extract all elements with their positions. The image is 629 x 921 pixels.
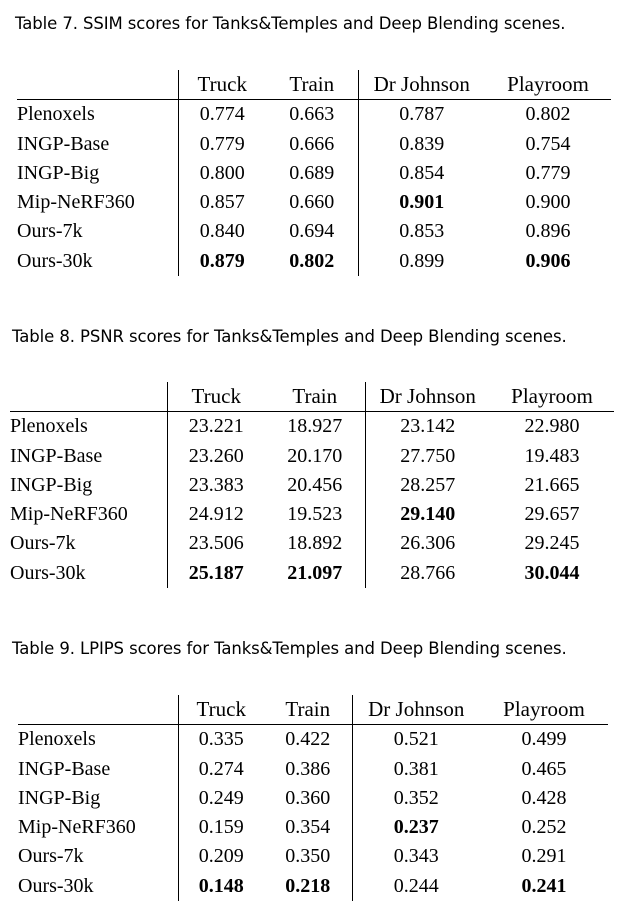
table-cell: 0.663 bbox=[266, 100, 358, 130]
column-header: Playroom bbox=[485, 70, 611, 100]
table-cell: 0.906 bbox=[525, 249, 571, 272]
row-label: Ours-7k bbox=[18, 842, 178, 871]
row-label: INGP-Base bbox=[10, 442, 167, 471]
column-header: Train bbox=[266, 70, 358, 100]
table-cell: 25.187 bbox=[188, 561, 244, 584]
table-cell: 27.750 bbox=[400, 444, 456, 467]
table-cell: 0.360 bbox=[264, 784, 352, 813]
table-row bbox=[17, 247, 611, 276]
table-cell: 26.306 bbox=[400, 532, 456, 555]
table-row bbox=[18, 784, 608, 813]
row-label: Ours-7k bbox=[17, 217, 178, 246]
table-cell: 24.912 bbox=[188, 503, 244, 526]
table-cell: 0.218 bbox=[264, 872, 352, 901]
table-cell: 0.428 bbox=[521, 786, 567, 809]
table-cell: 0.386 bbox=[264, 755, 352, 784]
row-label: Plenoxels bbox=[18, 725, 178, 755]
column-header: Dr Johnson bbox=[352, 695, 480, 725]
table-row bbox=[17, 159, 611, 188]
row-label: INGP-Base bbox=[17, 130, 178, 159]
row-label: Plenoxels bbox=[17, 100, 178, 130]
table-row bbox=[17, 188, 611, 217]
table-row bbox=[17, 100, 611, 130]
table-cell: 0.354 bbox=[264, 813, 352, 842]
table-cell: 0.779 bbox=[199, 132, 245, 155]
table-cell: 0.521 bbox=[393, 728, 439, 751]
table-cell: 18.892 bbox=[265, 529, 365, 558]
table-caption: Table 8. PSNR scores for Tanks&Temples and Deep Blending scenes. bbox=[12, 327, 567, 346]
table-cell: 23.383 bbox=[188, 473, 244, 496]
table-cell: 20.456 bbox=[265, 471, 365, 500]
table-row bbox=[10, 442, 614, 471]
table-row bbox=[17, 130, 611, 159]
table-cell: 29.657 bbox=[524, 503, 580, 526]
table-cell: 0.252 bbox=[521, 816, 567, 839]
table-cell: 19.483 bbox=[524, 444, 580, 467]
column-header: Truck bbox=[178, 695, 264, 725]
table-cell: 20.170 bbox=[265, 442, 365, 471]
column-header: Dr Johnson bbox=[365, 382, 490, 412]
table-cell: 0.689 bbox=[266, 159, 358, 188]
table-cell: 0.422 bbox=[264, 725, 352, 755]
table-cell: 23.221 bbox=[188, 415, 244, 438]
header-corner bbox=[10, 382, 167, 412]
table-row bbox=[18, 725, 608, 755]
table-cell: 0.840 bbox=[199, 220, 245, 243]
table-caption: Table 9. LPIPS scores for Tanks&Temples and Deep Blending scenes. bbox=[12, 639, 567, 658]
table-cell: 29.245 bbox=[524, 532, 580, 555]
table-row bbox=[10, 500, 614, 529]
table-caption: Table 7. SSIM scores for Tanks&Temples and Deep Blending scenes. bbox=[15, 14, 566, 33]
table-cell: 23.142 bbox=[400, 415, 456, 438]
table-cell: 0.857 bbox=[199, 191, 245, 214]
table-cell: 0.209 bbox=[198, 845, 244, 868]
table-row bbox=[18, 872, 608, 901]
table-cell: 0.774 bbox=[199, 103, 245, 126]
row-label: INGP-Big bbox=[10, 471, 167, 500]
header-corner bbox=[18, 695, 178, 725]
table-cell: 29.140 bbox=[400, 503, 456, 526]
table-cell: 0.244 bbox=[393, 874, 439, 897]
table-cell: 0.148 bbox=[198, 874, 244, 897]
table-cell: 0.853 bbox=[399, 220, 445, 243]
row-label: Mip-NeRF360 bbox=[18, 813, 178, 842]
column-header: Playroom bbox=[480, 695, 608, 725]
table-cell: 0.896 bbox=[525, 220, 571, 243]
row-label: INGP-Base bbox=[18, 755, 178, 784]
row-label: Ours-7k bbox=[10, 529, 167, 558]
table-row bbox=[18, 842, 608, 871]
table-cell: 23.506 bbox=[188, 532, 244, 555]
table-row bbox=[18, 755, 608, 784]
row-label: INGP-Big bbox=[18, 784, 178, 813]
table-cell: 0.350 bbox=[264, 842, 352, 871]
table-row bbox=[10, 529, 614, 558]
row-label: INGP-Big bbox=[17, 159, 178, 188]
table-cell: 0.291 bbox=[521, 845, 567, 868]
table-cell: 0.802 bbox=[266, 247, 358, 276]
row-label: Ours-30k bbox=[17, 247, 178, 276]
table-cell: 0.159 bbox=[198, 816, 244, 839]
table-cell: 0.352 bbox=[393, 786, 439, 809]
table-cell: 0.787 bbox=[399, 103, 445, 126]
column-header: Train bbox=[265, 382, 365, 412]
table-header-row bbox=[18, 695, 608, 725]
column-header: Playroom bbox=[490, 382, 614, 412]
table-header-row bbox=[10, 382, 614, 412]
table-cell: 22.980 bbox=[524, 415, 580, 438]
table-cell: 0.237 bbox=[393, 816, 439, 839]
table-cell: 0.839 bbox=[399, 132, 445, 155]
row-label: Ours-30k bbox=[18, 872, 178, 901]
table-header-row bbox=[17, 70, 611, 100]
table-cell: 23.260 bbox=[188, 444, 244, 467]
psnr-table bbox=[10, 382, 614, 588]
table-row bbox=[10, 412, 614, 442]
table-cell: 0.274 bbox=[198, 757, 244, 780]
table-row bbox=[18, 813, 608, 842]
table-cell: 21.665 bbox=[524, 473, 580, 496]
table-cell: 28.766 bbox=[400, 561, 456, 584]
table-cell: 0.343 bbox=[393, 845, 439, 868]
table-row bbox=[10, 559, 614, 588]
table-cell: 0.465 bbox=[521, 757, 567, 780]
table-cell: 0.901 bbox=[399, 191, 445, 214]
table-cell: 18.927 bbox=[265, 412, 365, 442]
row-label: Mip-NeRF360 bbox=[10, 500, 167, 529]
table-cell: 0.335 bbox=[198, 728, 244, 751]
table-cell: 0.802 bbox=[525, 103, 571, 126]
table-cell: 0.879 bbox=[199, 249, 245, 272]
table-row bbox=[17, 217, 611, 246]
column-header: Dr Johnson bbox=[358, 70, 485, 100]
table-cell: 0.666 bbox=[266, 130, 358, 159]
table-cell: 0.900 bbox=[525, 191, 571, 214]
table-cell: 0.854 bbox=[399, 161, 445, 184]
table-cell: 28.257 bbox=[400, 473, 456, 496]
table-cell: 30.044 bbox=[524, 561, 580, 584]
table-cell: 0.381 bbox=[393, 757, 439, 780]
table-cell: 0.499 bbox=[521, 728, 567, 751]
row-label: Ours-30k bbox=[10, 559, 167, 588]
table-cell: 21.097 bbox=[265, 559, 365, 588]
table-cell: 0.899 bbox=[399, 249, 445, 272]
ssim-table bbox=[17, 70, 611, 276]
header-corner bbox=[17, 70, 178, 100]
lpips-table bbox=[18, 695, 608, 901]
table-cell: 0.779 bbox=[525, 161, 571, 184]
table-cell: 0.694 bbox=[266, 217, 358, 246]
table-cell: 0.241 bbox=[521, 874, 567, 897]
column-header: Train bbox=[264, 695, 352, 725]
table-cell: 0.249 bbox=[198, 786, 244, 809]
column-header: Truck bbox=[178, 70, 266, 100]
table-cell: 0.754 bbox=[525, 132, 571, 155]
table-cell: 0.800 bbox=[199, 161, 245, 184]
row-label: Plenoxels bbox=[10, 412, 167, 442]
table-row bbox=[10, 471, 614, 500]
column-header: Truck bbox=[167, 382, 265, 412]
row-label: Mip-NeRF360 bbox=[17, 188, 178, 217]
table-cell: 0.660 bbox=[266, 188, 358, 217]
table-cell: 19.523 bbox=[265, 500, 365, 529]
